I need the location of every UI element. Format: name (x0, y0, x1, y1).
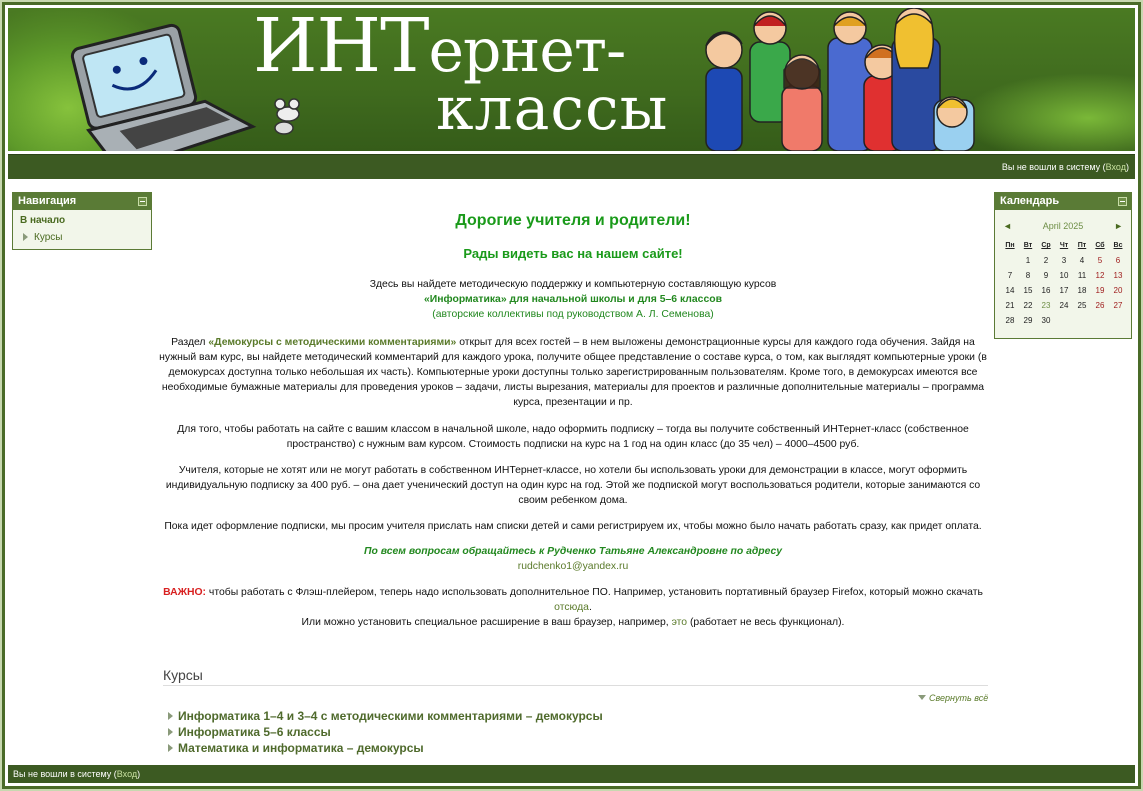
calendar-day (1001, 253, 1019, 268)
registration-paragraph: Пока идет оформление подписки, мы просим учителя прислать нам списки детей и сами регистрируем их, чтобы можно было начать работать сразу, как придет оплата. (164, 521, 982, 532)
firefox-download-link[interactable]: отсюда (554, 602, 589, 613)
course-title: Информатика 5–6 классы (178, 725, 331, 739)
calendar-day[interactable]: 24 (1059, 301, 1069, 310)
individual-subscription-paragraph: Учителя, которые не хотят или не могут работать в собственном ИНТернет-классе, но хотели бы использовать уроки для демонстрации в классе, могут оформить индивидуальную подписку за 400 руб. – она дает ученический доступ на один курс на год. Этой же подпиской могут воспользоваться родители, которые занимаются со своим ребенком дома. (165, 465, 981, 506)
calendar-month: April 2025 (1042, 221, 1084, 231)
calendar-days (1001, 253, 1127, 328)
footer-bar (8, 765, 1135, 783)
intro-line-2: «Информатика» для начальной школы и для 5–6 классов (424, 294, 722, 305)
calendar-day[interactable]: 3 (1061, 256, 1067, 265)
footer-login-link[interactable]: Вход (116, 769, 138, 779)
collapse-all-link[interactable] (918, 693, 988, 703)
contact-text: По всем вопросам обращайтесь к Рудченко Татьяне Александровне по адресу (364, 546, 782, 557)
collapse-block-icon[interactable] (138, 197, 147, 206)
calendar-day[interactable]: 20 (1113, 286, 1123, 295)
page-inner (8, 8, 1135, 783)
important-text: чтобы работать с Флэш-плейером, теперь надо использовать дополнительное ПО. Например, установить портативный браузер Firefox, который можно скачать (206, 587, 983, 598)
calendar-grid (1001, 238, 1127, 328)
expand-arrow-icon (168, 728, 173, 736)
page-subtitle: Рады видеть вас на нашем сайте! (463, 246, 683, 261)
calendar-day (1073, 313, 1091, 328)
site-banner (8, 8, 1135, 151)
calendar-day[interactable]: 22 (1023, 301, 1033, 310)
login-info-prefix: Вы не вошли в систему ( (1001, 162, 1106, 172)
course-item[interactable] (168, 741, 424, 755)
calendar-week-row (1001, 298, 1127, 313)
footer-login-prefix: Вы не вошли в систему ( (13, 769, 117, 779)
page-title: Дорогие учителя и родители! (455, 212, 691, 229)
top-navbar (8, 154, 1135, 179)
calendar-day[interactable]: 11 (1077, 271, 1087, 280)
login-info-suffix: ) (1126, 162, 1129, 172)
calendar-day[interactable]: 26 (1095, 301, 1105, 310)
course-title: Математика и информатика – демокурсы (178, 741, 424, 755)
calendar-day[interactable]: 21 (1005, 301, 1015, 310)
calendar-weekday: Вт (1023, 242, 1033, 249)
calendar-day[interactable]: 17 (1059, 286, 1069, 295)
collapse-all-label: Свернуть всё (929, 693, 989, 703)
calendar-day[interactable]: 14 (1005, 286, 1015, 295)
calendar-block (994, 192, 1132, 339)
calendar-day (1109, 313, 1127, 328)
calendar-day[interactable]: 23 (1041, 301, 1051, 310)
calendar-day[interactable]: 6 (1115, 256, 1121, 265)
calendar-day[interactable]: 13 (1113, 271, 1123, 280)
calendar-weekday: Пт (1077, 242, 1087, 249)
calendar-day[interactable]: 4 (1079, 256, 1085, 265)
login-link[interactable]: Вход (1105, 162, 1126, 172)
contact-email-link[interactable]: rudchenko1@yandex.ru (517, 561, 629, 572)
collapse-arrow-icon (918, 695, 926, 700)
calendar-day[interactable]: 15 (1023, 286, 1033, 295)
calendar-block-header (995, 193, 1131, 210)
democourses-text: открыт для всех гостей – в нем выложены демонстрационные курсы для каждого года обучения. Зайдя на нужный вам курс, вы найдете методический комментарий для каждого урока, получите общее представление о составе курса, о том, как выглядят компьютерные уроки (в демокурсах доступна только небольшая их часть). Компьютерные уроки доступны только зарегистрированным пользователям. Кроме того, в демокурсах имеются все необходимые бумажные материалы для проведения уроков – задачи, листы вырезания, материалы для проектов и различные дополнительные материалы – программа курса, презентации и пр. (159, 337, 987, 408)
prev-month-icon[interactable]: ◄ (1003, 221, 1012, 231)
collapse-block-icon[interactable] (1118, 197, 1127, 206)
important-paragraph (158, 585, 988, 630)
calendar-day[interactable]: 9 (1043, 271, 1049, 280)
extension-link[interactable]: это (671, 617, 688, 628)
extension-prefix: Или можно установить специальное расширение в ваш браузер, например, (301, 617, 672, 628)
expand-arrow-icon (168, 712, 173, 720)
calendar-day[interactable]: 2 (1043, 256, 1049, 265)
calendar-day[interactable]: 27 (1113, 301, 1123, 310)
calendar-day (1091, 313, 1109, 328)
extension-suffix: (работает не весь функционал). (687, 617, 845, 628)
calendar-day[interactable]: 28 (1005, 316, 1015, 325)
calendar-day[interactable]: 19 (1095, 286, 1105, 295)
subscription-paragraph: Для того, чтобы работать на сайте с вашим классом в начальной школе, надо оформить подписку – тогда вы получите собственный ИНТернет-класс (собственное пространство) с нужным вам курсом. Стоимость подписки на курс на 1 год на один класс (до 35 чел) – 4000–4500 руб. (177, 424, 969, 450)
nav-courses-link[interactable] (13, 226, 151, 243)
calendar-day[interactable]: 16 (1041, 286, 1051, 295)
courses-heading: Курсы (163, 667, 988, 686)
intro-paragraph (158, 277, 988, 322)
contact-paragraph (158, 544, 988, 574)
calendar-day[interactable]: 25 (1077, 301, 1087, 310)
footer-login-suffix: ) (137, 769, 141, 779)
children-illustration-icon (688, 8, 988, 151)
democourses-prefix: Раздел (171, 337, 209, 348)
nav-courses-label: Курсы (34, 232, 63, 243)
calendar-day[interactable]: 12 (1095, 271, 1105, 280)
calendar-month-row (995, 216, 1131, 236)
calendar-weekday-row (1001, 238, 1127, 253)
calendar-day[interactable]: 5 (1097, 256, 1103, 265)
navigation-block-title: Навигация (18, 195, 77, 207)
democourses-link[interactable]: «Демокурсы с методическими комментариями» (208, 337, 457, 348)
calendar-week-row (1001, 268, 1127, 283)
navigation-block (12, 192, 152, 250)
important-end: . (588, 602, 592, 613)
calendar-day[interactable]: 8 (1025, 271, 1031, 280)
calendar-day[interactable]: 7 (1007, 271, 1013, 280)
important-label: ВАЖНО: (163, 587, 207, 598)
calendar-week-row (1001, 283, 1127, 298)
calendar-day[interactable]: 18 (1077, 286, 1087, 295)
calendar-block-title: Календарь (1000, 195, 1060, 207)
banner-title-part1: ИНТ (253, 8, 429, 89)
navigation-block-header (13, 193, 151, 210)
page-frame (2, 2, 1141, 789)
intro-line-1: Здесь вы найдете методическую поддержку и компьютерную составляющую курсов (369, 279, 777, 290)
expand-arrow-icon (168, 744, 173, 752)
course-item[interactable] (168, 709, 603, 723)
intro-line-3: (авторские коллективы под руководством А. Л. Семенова) (432, 309, 714, 320)
nav-home-link[interactable]: В начало (20, 215, 66, 226)
course-item[interactable] (168, 725, 331, 739)
calendar-week-row (1001, 253, 1127, 268)
course-title: Информатика 1–4 и 3–4 с методическими комментариями – демокурсы (178, 709, 603, 723)
calendar-weekday: Сб (1095, 242, 1105, 249)
democourses-paragraph (158, 335, 988, 410)
calendar-day[interactable]: 29 (1023, 316, 1033, 325)
calendar-day (1055, 313, 1073, 328)
calendar-weekday: Пн (1005, 242, 1015, 249)
next-month-icon[interactable]: ► (1114, 221, 1123, 231)
main-content (158, 192, 988, 630)
calendar-day[interactable]: 10 (1059, 271, 1069, 280)
calendar-weekday: Чт (1059, 242, 1069, 249)
banner-title-line2: классы (436, 74, 669, 144)
login-info (1002, 162, 1129, 172)
calendar-weekday: Вс (1113, 242, 1123, 249)
calendar-weekday: Ср (1041, 242, 1051, 249)
banner-title-part2: ернет- (428, 16, 626, 86)
calendar-day[interactable]: 30 (1041, 316, 1051, 325)
expand-arrow-icon (23, 233, 28, 241)
calendar-week-row (1001, 313, 1127, 328)
calendar-day[interactable]: 1 (1025, 256, 1031, 265)
